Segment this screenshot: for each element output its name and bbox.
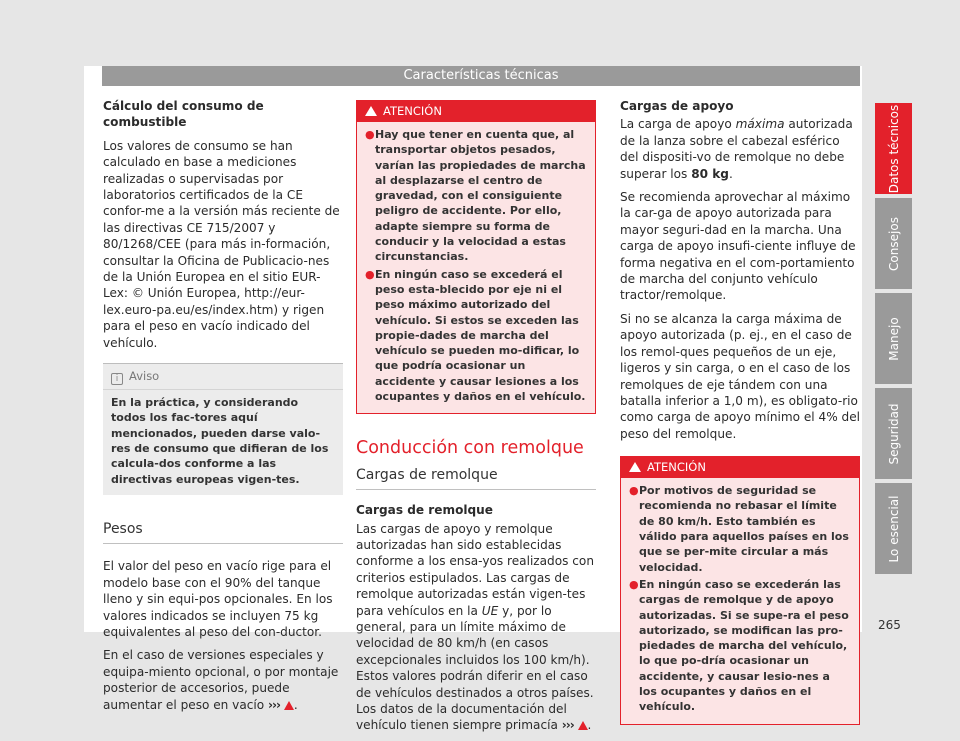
aviso-text: En la práctica, y considerando todos los fac-tores aquí mencionados, pueden darse valo-res de consumo que difieran de los calcula-dos conforme a las directivas europeas vigen-tes. [111, 396, 329, 486]
tab-datos-tecnicos[interactable] [875, 103, 912, 194]
tab-manejo[interactable] [875, 293, 912, 384]
aviso-label: Aviso [129, 369, 160, 384]
pesos-heading: Pesos [103, 521, 343, 544]
cargas-heading: Cargas de remolque [356, 503, 493, 518]
pesos-paragraph-1: El valor del peso en vacío rige para el modelo base con el 90% del tanque lleno y sin equi-pos opcionales. En los valores indicados se incluyen 75 kg equivalentes al peso del con-ductor. [103, 559, 333, 639]
warning-item-text: En ningún caso se excederá el peso esta-blecido por eje ni el peso máximo autorizado del vehículo. Si estos se exceden las propie-dades de marcha del vehículo se pueden mo-dificar, lo que podría ocasionar un accidente y causar lesiones a los ocupantes y daños en el vehículo. [375, 267, 586, 404]
tab-label: Consejos [886, 216, 901, 271]
cargas-text-a: Las cargas de apoyo y remolque autorizadas han sido establecidas conforme a los ensa-yos realizados con criterios estipulados. Las cargas de remolque autorizadas están vigen-tes para vehículos en la [356, 521, 594, 618]
tab-label: Datos técnicos [886, 104, 901, 193]
aviso-box [103, 363, 343, 495]
apoyo-emphasis: máxima [735, 117, 785, 132]
warning-body-1 [357, 122, 595, 413]
cargas-paragraph: Las cargas de apoyo y remolque autorizadas han sido establecidas conforme a los ensa-yos realizados con criterios estipulados. Las cargas de remolque autorizadas están vigen-tes para vehículos en la UE y, por lo general, para un límite máximo de velocidad de 80 km/h (en casos excepcionales incluidos los 100 km/h). Estos valores podrán diferir en el caso de vehículos destinados a otros países. Los datos de la documentación del vehículo tienen siempre primacía ››› . [356, 521, 594, 733]
info-icon: i [111, 373, 123, 385]
warning-box-2 [620, 456, 860, 724]
chapter-tabs [875, 103, 912, 578]
tab-consejos[interactable] [875, 198, 912, 289]
cross-reference-arrow[interactable]: ››› [561, 718, 574, 733]
warning-box-1 [356, 100, 596, 414]
column-middle [356, 100, 596, 741]
cargas-ue: UE [481, 603, 499, 618]
column-right [620, 98, 860, 725]
apoyo-paragraph-3: Si no se alcanza la carga máxima de apoyo autorizada (p. ej., en el caso de los remol-ques pequeños de un eje, ligeros y sin carga, o en el caso de los remolques de eje tándem con una batalla inferior a 1,0 m), es obligato-rio como carga de apoyo mínimo el 4% del peso del remolque. [620, 311, 861, 441]
tab-label: Manejo [886, 316, 901, 361]
subsection-title: Cargas de remolque [356, 467, 596, 490]
warning-icon [284, 701, 294, 710]
apoyo-paragraph-1: La carga de apoyo máxima autorizada de la lanza sobre el cabezal esférico del dispositi-vo de remolque no debe superar los 80 kg. [620, 117, 853, 181]
warning-label-1: ATENCIÓN [383, 104, 442, 118]
warning-label-2: ATENCIÓN [647, 460, 706, 475]
warning-item-text: Hay que tener en cuenta que, al transportar objetos pesados, varían las propiedades de marcha al desplazarse el centro de gravedad, con el consiguiente peligro de accidente. Por ello, adapte siempre su forma de conducir y la velocidad a estas circunstancias. [375, 128, 586, 264]
aviso-header [103, 364, 343, 390]
tab-lo-esencial[interactable] [875, 483, 912, 574]
consumo-paragraph: Los valores de consumo se han calculado en base a mediciones realizadas o supervisadas por laboratorios certificados de la CE confor-me a la versión más reciente de las directivas CE 715/2007 y 80/1268/CEE (para más in-formación, consultar la Oficina de Publicacio-nes de la Unión Europea en el sitio EUR-Lex: © Unión Europea, http://eur-lex.euro-pa.eu/es/index.htm) y rigen para el peso en vacío indicado del vehículo. [103, 138, 340, 350]
cargas-text-b: y, por lo general, para un límite máximo de velocidad de 80 km/h (en casos excepcionales incluidos los 100 km/h). Estos valores podrán diferir en el caso de vehículos destinados a otros países. Los datos de la documentación del vehículo tienen siempre primacía [356, 603, 594, 733]
column-left [103, 98, 343, 720]
pesos-paragraph-2-text: En el caso de versiones especiales y equipa-miento opcional, o por montaje posterior de accesorios, puede aumentar el peso en vacío [103, 648, 339, 712]
tab-label: Lo esencial [886, 495, 901, 562]
warning-icon [629, 462, 641, 472]
apoyo-text-b: autorizada de la lanza sobre el cabezal esférico del dispositi-vo de remolque no debe superar los [620, 117, 853, 181]
apoyo-paragraph-2: Se recomienda aprovechar al máximo la car-ga de apoyo autorizada para mayor seguri-dad en la marcha. Una carga de apoyo insufi-ciente influye de forma negativa en el com-portamiento de marcha del conjunto vehículo tractor/remolque. [620, 190, 856, 303]
tab-label: Seguridad [886, 402, 901, 465]
warning-item [629, 577, 851, 715]
warning-item [365, 127, 587, 265]
apoyo-max-load: 80 kg [691, 166, 729, 181]
bullet-icon: ● [629, 484, 639, 498]
cross-reference-arrow[interactable]: ››› [268, 697, 280, 712]
warning-icon [578, 721, 588, 730]
chapter-header: Características técnicas [102, 66, 860, 86]
pesos-paragraph-2: En el caso de versiones especiales y equipa-miento opcional, o por montaje posterior de accesorios, puede aumentar el peso en vacío ››› . [103, 648, 339, 712]
tab-seguridad[interactable] [875, 388, 912, 479]
bullet-icon: ● [365, 128, 375, 141]
section-title: Conducción con remolque [356, 438, 584, 459]
bullet-icon: ● [365, 267, 375, 281]
warning-icon [365, 106, 377, 116]
consumo-heading: Cálculo del consumo de combustible [103, 99, 264, 130]
warning-item [365, 267, 587, 405]
warning-header-2 [621, 457, 859, 478]
page-number: 265 [878, 618, 901, 632]
warning-header-1 [357, 101, 595, 122]
apoyo-text-a: La carga de apoyo [620, 117, 732, 132]
warning-item-text: Por motivos de seguridad se recomienda no rebasar el límite de 80 km/h. Esto también es válido para aquellos países en los que se per-mite circular a más velocidad. [639, 484, 849, 574]
apoyo-heading: Cargas de apoyo [620, 99, 734, 113]
warning-item [629, 483, 851, 575]
warning-item-text: En ningún caso se excederán las cargas de remolque y de apoyo autorizadas. Si se supe-ra el peso autorizado, se modifican las pro-piedades de marcha del vehículo, lo que po-dría ocasionar un accidente, y causar lesio-nes a los ocupantes y daños en el vehículo. [639, 577, 849, 714]
warning-body-2 [621, 478, 859, 723]
bullet-icon: ● [629, 577, 639, 591]
